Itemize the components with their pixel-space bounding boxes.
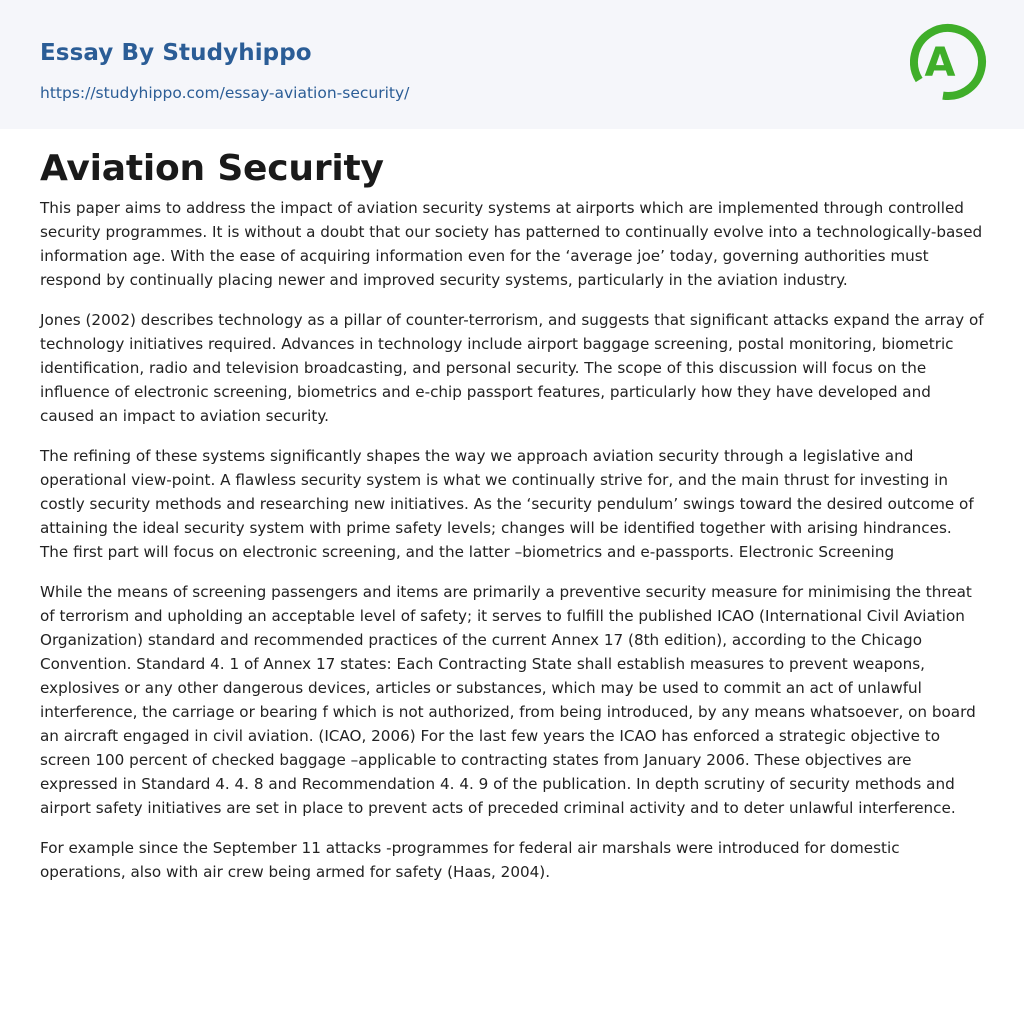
essay-title: Aviation Security xyxy=(40,148,384,189)
essay-url-link[interactable]: https://studyhippo.com/essay-aviation-security/ xyxy=(40,84,410,102)
essay-paragraph: Jones (2002) describes technology as a pillar of counter-terrorism, and suggests that significant attacks expand the array of technology initiatives required. Advances in technology include airport baggage screening, postal monitoring, biometric identification, radio and television broadcasting, and personal security. The scope of this discussion will focus on the influence of electronic screening, biometrics and e-chip passport features, particularly how they have developed and caused an impact to aviation security. xyxy=(40,311,984,425)
essay-content xyxy=(40,146,984,900)
logo-letter: A xyxy=(924,40,956,86)
essay-paragraph: While the means of screening passengers and items are primarily a preventive security measure for minimising the threat of terrorism and upholding an acceptable level of safety; it serves to fulfill the published ICAO (International Civil Aviation Organization) standard and recommended practices of the current Annex 17 (8th edition), according to the Chicago Convention. Standard 4. 1 of Annex 17 states: Each Contracting State shall establish measures to prevent weapons, explosives or any other dangerous devices, articles or substances, which may be used to commit an act of unlawful interference, the carriage or bearing f which is not authorized, from being introduced, by any means whatsoever, on board an aircraft engaged in civil aviation. (ICAO, 2006) For the last few years the ICAO has enforced a strategic objective to screen 100 percent of checked baggage –applicable to contracting states from January 2006. These objectives are expressed in Standard 4. 4. 8 and Recommendation 4. 4. 9 of the publication. In depth scrutiny of security methods and airport safety initiatives are set in place to prevent acts of preceded criminal activity and to deter unlawful interference. xyxy=(40,583,976,817)
site-header xyxy=(0,0,1024,129)
essay-paragraph: This paper aims to address the impact of aviation security systems at airports which are implemented through controlled security programmes. It is without a doubt that our society has patterned to continually evolve into a technologically-based information age. With the ease of acquiring information even for the ‘average joe’ today, governing authorities must respond by continually placing newer and improved security systems, particularly in the aviation industry. xyxy=(40,199,983,289)
site-title[interactable]: Essay By Studyhippo xyxy=(40,40,312,66)
essay-paragraph: The refining of these systems significantly shapes the way we approach aviation security through a legislative and operational view-point. A flawless security system is what we continually strive for, and the main thrust for investing in costly security methods and researching new initiatives. As the ‘security pendulum’ swings toward the desired outcome of attaining the ideal security system with prime safety levels; changes will be identified together with arising hindrances. The first part will focus on electronic screening, and the latter –biometrics and e-passports. Electronic Screening xyxy=(40,447,974,561)
essay-paragraph: For example since the September 11 attacks -programmes for federal air marshals were introduced for domestic operations, also with air crew being armed for safety (Haas, 2004). xyxy=(40,839,900,881)
studyhippo-logo-icon[interactable] xyxy=(910,18,988,106)
